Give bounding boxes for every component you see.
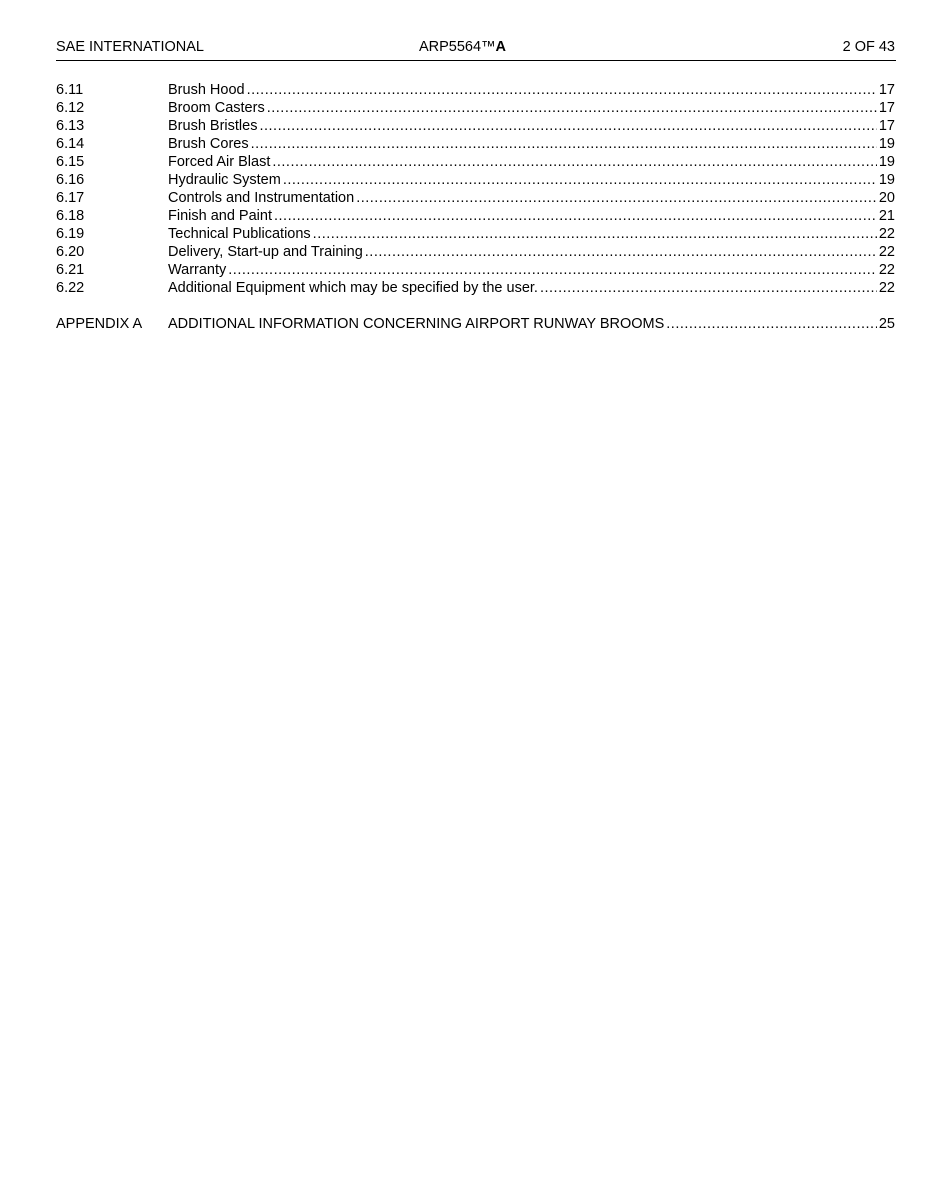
toc-section-number: 6.17 xyxy=(56,190,85,206)
toc-section-number: 6.14 xyxy=(56,136,85,152)
toc-page-number: 22 xyxy=(878,226,895,242)
org-name: SAE INTERNATIONAL xyxy=(56,39,204,55)
toc-leader-dots xyxy=(313,225,877,243)
toc-entry[interactable] xyxy=(56,135,895,153)
toc-section-number: 6.16 xyxy=(56,172,85,188)
toc-leader-dots xyxy=(267,99,877,117)
toc-appendix-title: ADDITIONAL INFORMATION CONCERNING AIRPORT RUNWAY BROOMS xyxy=(168,316,665,332)
toc-page-number: 19 xyxy=(878,136,895,152)
toc-entry[interactable] xyxy=(56,279,895,297)
toc-section-title: Additional Equipment which may be specified by the user. xyxy=(168,280,538,296)
document-id: ARP5564™ xyxy=(418,39,496,55)
toc-section-title: Brush Hood xyxy=(168,82,245,98)
toc-section-title: Forced Air Blast xyxy=(168,154,271,170)
toc-entry[interactable] xyxy=(56,207,895,225)
toc-leader-dots xyxy=(540,279,877,297)
toc-section-number: 6.18 xyxy=(56,208,85,224)
toc-section-title: Warranty xyxy=(168,262,227,278)
toc-section-title: Broom Casters xyxy=(168,100,265,116)
toc-page-number: 17 xyxy=(878,100,895,116)
revision-letter: A xyxy=(495,39,507,55)
toc-section-number: 6.21 xyxy=(56,262,85,278)
toc-entry[interactable] xyxy=(56,171,895,189)
toc-leader-dots xyxy=(365,243,877,261)
toc-page-number: 20 xyxy=(878,190,895,206)
toc-section-number: 6.12 xyxy=(56,100,85,116)
toc-section-title: Hydraulic System xyxy=(168,172,281,188)
toc-section-number: 6.11 xyxy=(56,82,84,98)
toc-page-number: 25 xyxy=(878,316,895,332)
toc-section-title: Technical Publications xyxy=(168,226,311,242)
toc-entry[interactable] xyxy=(56,189,895,207)
toc-entry[interactable] xyxy=(56,81,895,99)
toc-section-number: 6.15 xyxy=(56,154,85,170)
toc-page-number: 22 xyxy=(878,280,895,296)
toc-entry[interactable] xyxy=(56,153,895,171)
toc-entry[interactable] xyxy=(56,243,895,261)
toc-section-title: Delivery, Start-up and Training xyxy=(168,244,363,260)
toc-leader-dots xyxy=(228,261,877,279)
toc-leader-dots xyxy=(356,189,877,207)
toc-leader-dots xyxy=(272,153,877,171)
header-divider xyxy=(56,60,896,61)
toc-leader-dots xyxy=(274,207,877,225)
toc-leader-dots xyxy=(666,315,877,333)
toc-page-number: 17 xyxy=(878,82,895,98)
toc-appendix-entry[interactable] xyxy=(56,315,895,333)
toc-leader-dots xyxy=(251,135,877,153)
toc-section-number: 6.13 xyxy=(56,118,85,134)
toc-section-number: 6.19 xyxy=(56,226,85,242)
toc-entry[interactable] xyxy=(56,99,895,117)
toc-section-title: Controls and Instrumentation xyxy=(168,190,355,206)
toc-leader-dots xyxy=(247,81,877,99)
toc-section-title: Brush Cores xyxy=(168,136,249,152)
page-number: 2 OF 43 xyxy=(842,39,895,55)
toc-page-number: 22 xyxy=(878,244,895,260)
toc-page-number: 17 xyxy=(878,118,895,134)
toc-leader-dots xyxy=(259,117,876,135)
table-of-contents xyxy=(56,81,895,333)
toc-section-title: Brush Bristles xyxy=(168,118,258,134)
toc-entry[interactable] xyxy=(56,117,895,135)
page-header xyxy=(56,38,895,56)
toc-entry[interactable] xyxy=(56,261,895,279)
document-number xyxy=(56,38,895,56)
toc-section-title: Finish and Paint xyxy=(168,208,272,224)
toc-leader-dots xyxy=(283,171,877,189)
toc-page-number: 21 xyxy=(878,208,895,224)
toc-section-number: 6.22 xyxy=(56,280,85,296)
toc-section-number: 6.20 xyxy=(56,244,85,260)
toc-appendix-label: APPENDIX A xyxy=(56,316,143,332)
toc-page-number: 22 xyxy=(878,262,895,278)
toc-page-number: 19 xyxy=(878,172,895,188)
toc-page-number: 19 xyxy=(878,154,895,170)
toc-entry[interactable] xyxy=(56,225,895,243)
